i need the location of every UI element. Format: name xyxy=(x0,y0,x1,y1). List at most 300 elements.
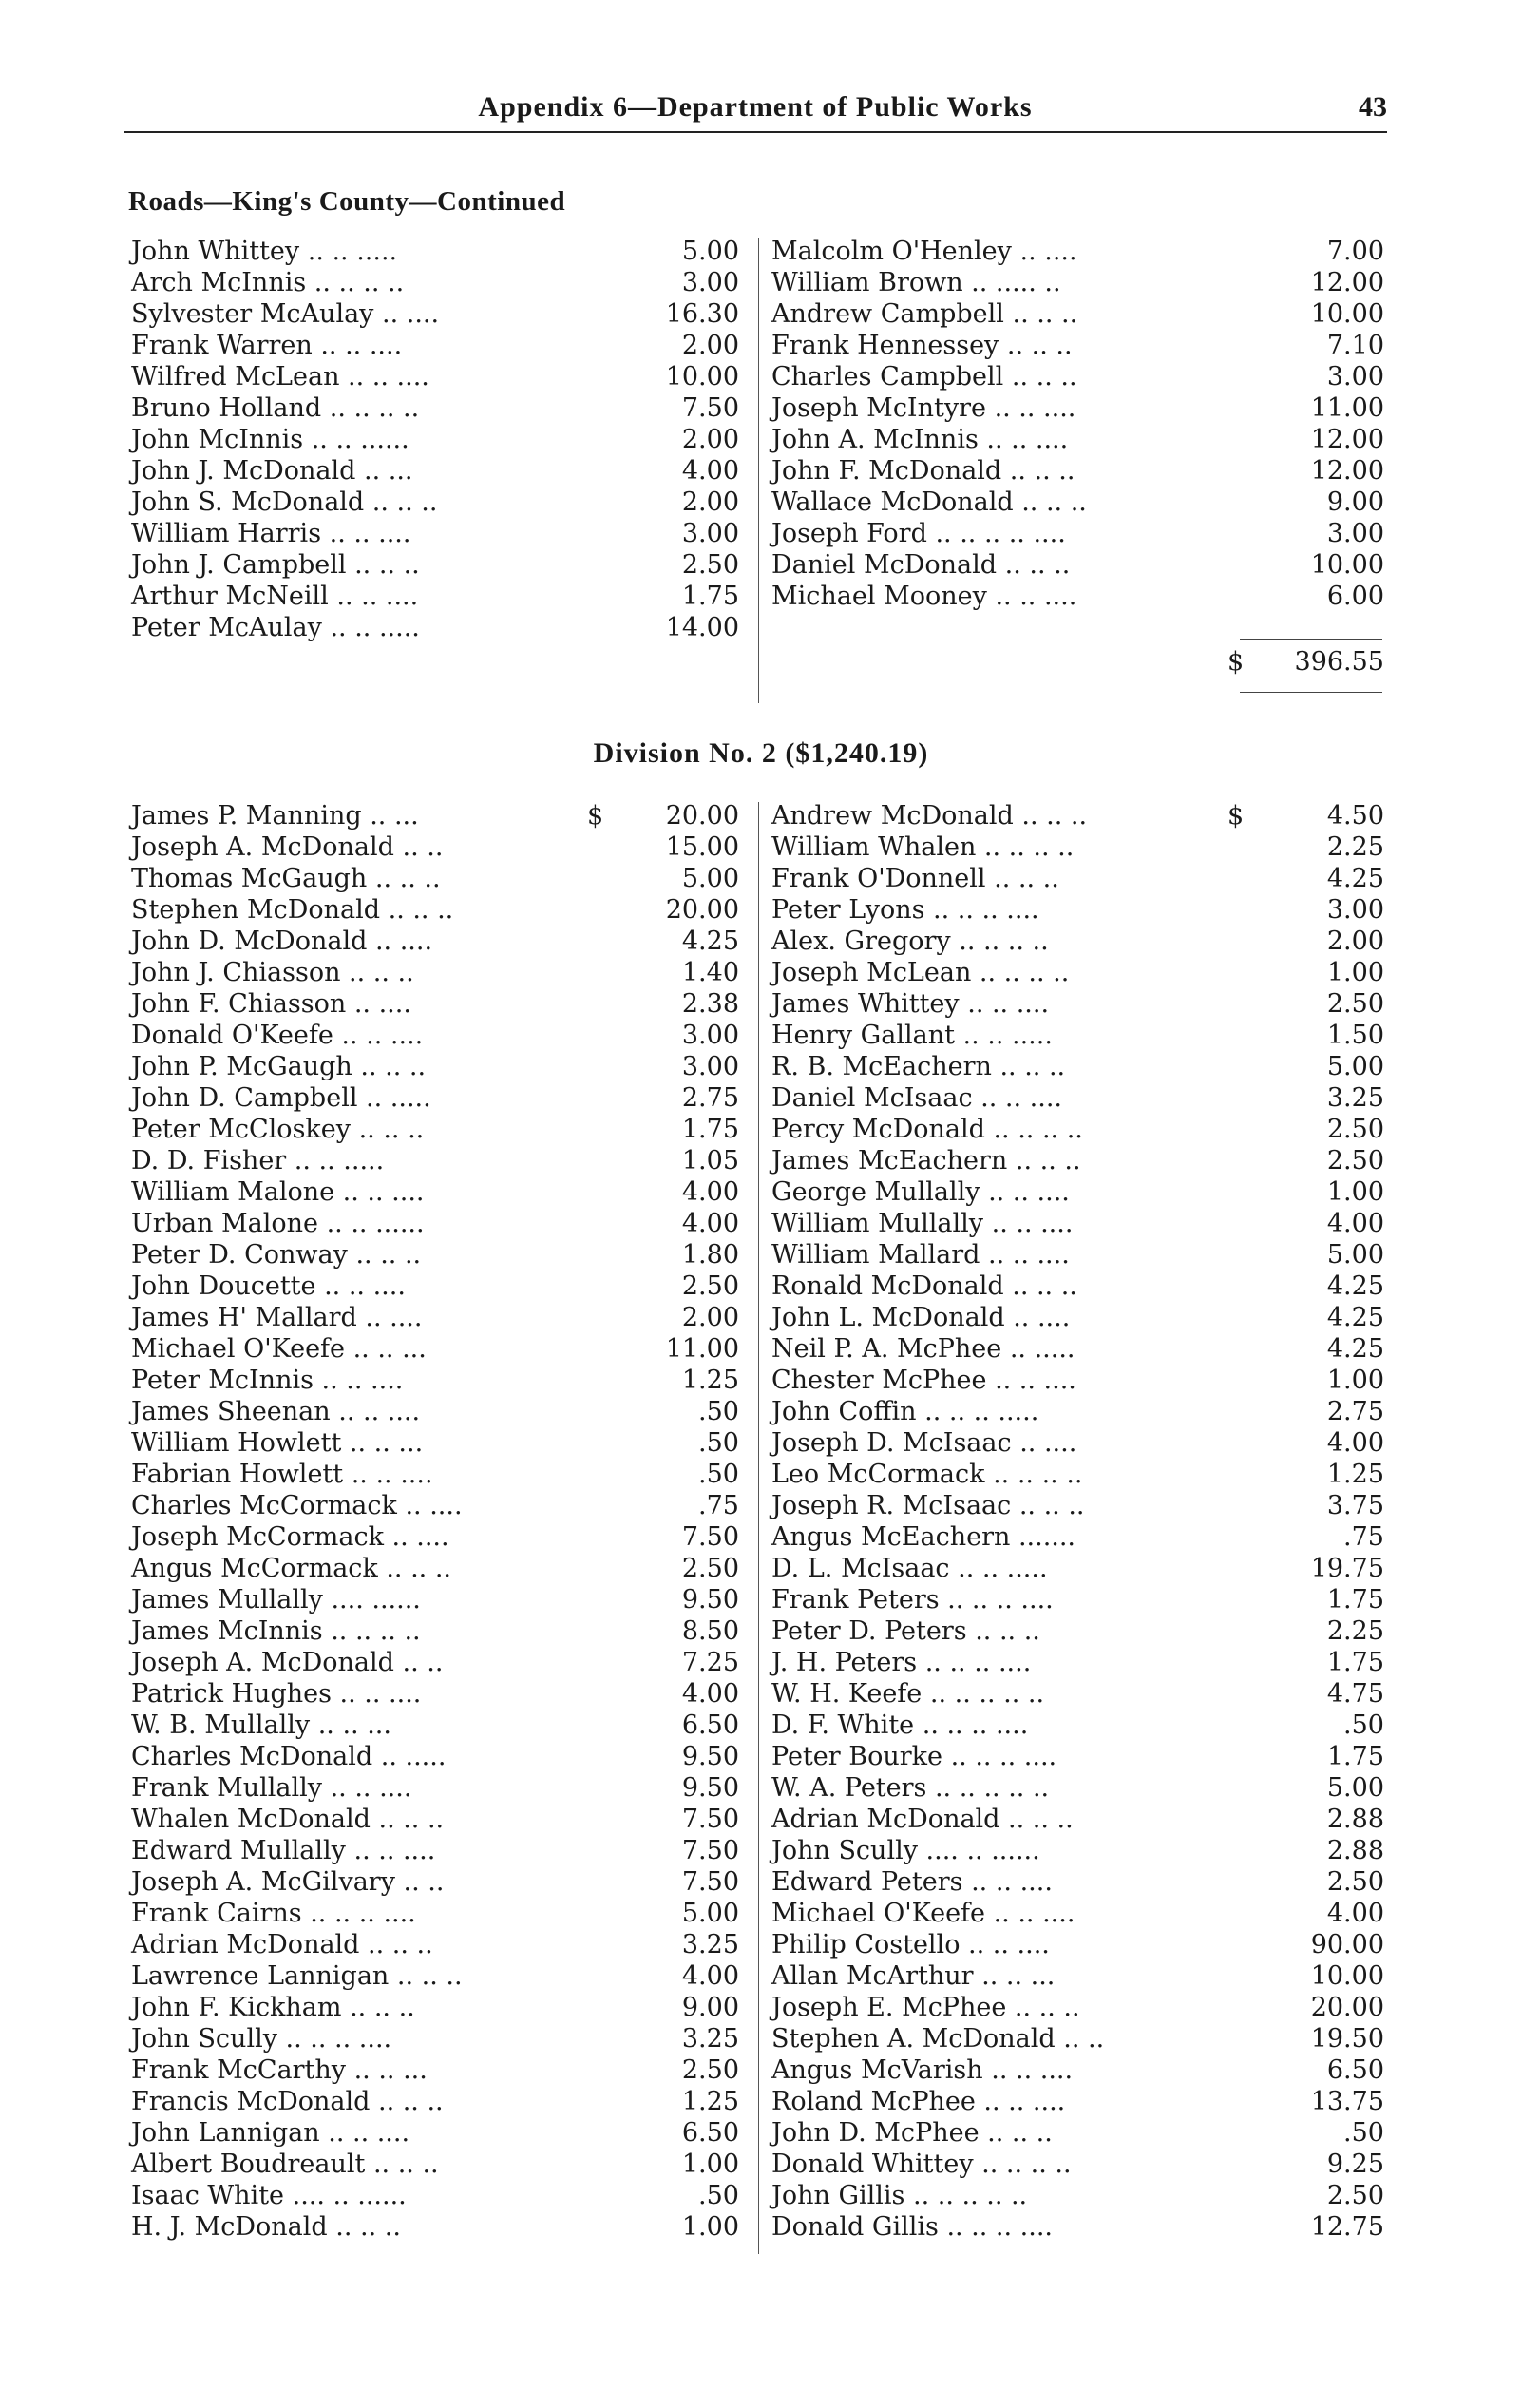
list-item xyxy=(771,1615,1389,1647)
entry-name: William Mullally .. .. .... xyxy=(771,1209,1074,1238)
entry-amount: 4.25 xyxy=(681,927,739,956)
entry-name: George Mullally .. .. .... xyxy=(771,1177,1070,1207)
entry-name: Arthur McNeill .. .. .... xyxy=(131,582,419,611)
entry-name: John Scully .... .. ...... xyxy=(771,1836,1040,1865)
list-item xyxy=(771,1772,1389,1804)
entry-amount: 7.50 xyxy=(681,1805,739,1834)
entry-name: William Harris .. .. .... xyxy=(131,519,411,548)
entry-name: John F. Kickham .. .. .. xyxy=(131,1993,415,2022)
entry-amount: .75 xyxy=(698,1491,739,1520)
entry-amount: 2.88 xyxy=(1326,1805,1384,1834)
list-item xyxy=(131,1960,744,1992)
list-item xyxy=(131,1741,744,1772)
list-item xyxy=(131,800,744,831)
list-item xyxy=(131,518,744,549)
list-item xyxy=(131,361,744,392)
entry-amount: .75 xyxy=(1343,1522,1384,1552)
entry-amount: 15.00 xyxy=(665,832,739,862)
list-item xyxy=(131,1051,744,1082)
entry-name: Peter Lyons .. .. .. .... xyxy=(771,895,1039,925)
entry-amount: 3.25 xyxy=(681,2024,739,2054)
entry-name: Andrew Campbell .. .. .. xyxy=(771,299,1078,329)
list-item xyxy=(771,1114,1389,1145)
entry-name: R. B. McEachern .. .. .. xyxy=(771,1052,1066,1081)
entry-name: Chester McPhee .. .. .... xyxy=(771,1366,1076,1395)
entry-name: Joseph Ford .. .. .. .. .... xyxy=(771,519,1066,548)
division-left-column xyxy=(131,800,744,2243)
entry-amount: 1.25 xyxy=(1326,1460,1384,1489)
entry-name: James McInnis .. .. .. .. xyxy=(131,1616,421,1646)
entry-name: Joseph A. McGilvary .. .. xyxy=(131,1867,445,1897)
list-item xyxy=(771,1521,1389,1553)
list-item xyxy=(771,1020,1389,1051)
entry-name: James Whittey .. .. .... xyxy=(771,989,1050,1019)
entry-name: James Sheenan .. .. .... xyxy=(131,1397,421,1426)
entry-name: Isaac White .... .. ...... xyxy=(131,2181,407,2210)
entry-name: William Whalen .. .. .. .. xyxy=(771,832,1075,862)
entry-name: John D. Campbell .. ..... xyxy=(131,1083,431,1113)
entry-amount: 7.50 xyxy=(681,393,739,423)
list-item xyxy=(131,1114,744,1145)
entry-name: Francis McDonald .. .. .. xyxy=(131,2087,444,2116)
list-item xyxy=(131,455,744,487)
entry-name: Thomas McGaugh .. .. .. xyxy=(131,864,441,893)
entry-amount: .50 xyxy=(698,2181,739,2210)
entry-amount: 7.25 xyxy=(681,1648,739,1677)
list-item xyxy=(131,1647,744,1678)
entry-amount: 9.50 xyxy=(681,1773,739,1803)
list-item xyxy=(771,2180,1389,2211)
entry-amount: 5.00 xyxy=(1326,1052,1384,1081)
list-item xyxy=(771,1239,1389,1271)
entry-amount: 1.75 xyxy=(1326,1648,1384,1677)
entry-amount: 3.25 xyxy=(1326,1083,1384,1113)
entry-name: James H' Mallard .. .... xyxy=(131,1303,423,1332)
list-item xyxy=(771,800,1389,831)
entry-name: William Brown .. ..... .. xyxy=(771,268,1061,297)
entry-amount: 9.00 xyxy=(681,1993,739,2022)
entry-amount: 4.00 xyxy=(681,1679,739,1709)
list-item xyxy=(771,236,1389,267)
entry-amount: 1.40 xyxy=(681,958,739,987)
list-item xyxy=(771,1835,1389,1866)
list-item xyxy=(771,1678,1389,1710)
entry-amount: 6.00 xyxy=(1326,582,1384,611)
entry-name: John D. McPhee .. .. .. xyxy=(771,2118,1053,2148)
entry-amount: 3.75 xyxy=(1326,1491,1384,1520)
list-item xyxy=(131,424,744,455)
list-item xyxy=(771,1271,1389,1302)
list-item xyxy=(771,863,1389,894)
list-item xyxy=(771,392,1389,424)
entry-name: Arch McInnis .. .. .. .. xyxy=(131,268,405,297)
entry-name: Joseph A. McDonald .. .. xyxy=(131,832,444,862)
list-item xyxy=(771,1898,1389,1929)
entry-name: Frank Cairns .. .. .. .... xyxy=(131,1899,416,1928)
list-item xyxy=(771,1365,1389,1396)
entry-name: Edward Mullally .. .. .... xyxy=(131,1836,436,1865)
entry-name: John P. McGaugh .. .. .. xyxy=(131,1052,427,1081)
entry-name: John Scully .. .. .. .... xyxy=(131,2024,392,2054)
entry-amount: 5.00 xyxy=(1326,1773,1384,1803)
entry-name: Joseph R. McIsaac .. .. .. xyxy=(771,1491,1085,1520)
entry-amount: 5.00 xyxy=(681,1899,739,1928)
list-item xyxy=(771,581,1389,612)
dollar-sign: $ xyxy=(1227,801,1245,831)
list-item xyxy=(131,2117,744,2149)
entry-name: Charles McDonald .. ..... xyxy=(131,1742,447,1771)
entry-amount: 4.25 xyxy=(1326,864,1384,893)
entry-name: D. F. White .. .. .. .... xyxy=(771,1710,1029,1740)
entry-name: James McEachern .. .. .. xyxy=(771,1146,1081,1175)
entry-name: J. H. Peters .. .. .. .... xyxy=(771,1648,1032,1677)
entry-name: William Howlett .. .. ... xyxy=(131,1428,424,1458)
entry-amount: .50 xyxy=(698,1428,739,1458)
entry-amount: 19.75 xyxy=(1310,1554,1384,1583)
entry-amount: 5.00 xyxy=(681,237,739,266)
entry-amount: 2.00 xyxy=(681,1303,739,1332)
entry-name: Allan McArthur .. .. ... xyxy=(771,1961,1056,1991)
entry-name: Urban Malone .. .. ...... xyxy=(131,1209,425,1238)
list-item xyxy=(131,487,744,518)
entry-name: Charles Campbell .. .. .. xyxy=(771,362,1077,392)
entry-amount: 2.50 xyxy=(1326,2181,1384,2210)
list-item xyxy=(771,2023,1389,2054)
entry-name: Sylvester McAulay .. .... xyxy=(131,299,440,329)
entry-amount: 2.88 xyxy=(1326,1836,1384,1865)
entry-amount: 90.00 xyxy=(1310,1930,1384,1959)
entry-amount: 10.00 xyxy=(1310,1961,1384,1991)
entry-name: Fabrian Howlett .. .. .... xyxy=(131,1460,433,1489)
entry-amount: 10.00 xyxy=(1310,299,1384,329)
entry-amount: 3.00 xyxy=(1326,519,1384,548)
list-item xyxy=(131,2149,744,2180)
entry-name: John McInnis .. .. ...... xyxy=(131,425,409,454)
list-item xyxy=(771,1647,1389,1678)
list-item xyxy=(131,1145,744,1176)
list-item xyxy=(771,1302,1389,1333)
entry-amount: 1.50 xyxy=(1326,1021,1384,1050)
entry-name: William Malone .. .. .... xyxy=(131,1177,425,1207)
entry-name: Alex. Gregory .. .. .. .. xyxy=(771,927,1049,956)
entry-name: Michael Mooney .. .. .... xyxy=(771,582,1077,611)
list-item xyxy=(771,831,1389,863)
entry-name: Adrian McDonald .. .. .. xyxy=(131,1930,433,1959)
entry-amount: 3.00 xyxy=(1326,895,1384,925)
list-item xyxy=(131,1020,744,1051)
entry-name: H. J. McDonald .. .. .. xyxy=(131,2212,401,2242)
entry-name: John Whittey .. .. ..... xyxy=(131,237,398,266)
list-item xyxy=(131,392,744,424)
entry-name: Peter McAulay .. .. ..... xyxy=(131,613,420,642)
entry-amount: 2.25 xyxy=(1326,832,1384,862)
list-item xyxy=(771,518,1389,549)
list-item xyxy=(131,894,744,926)
list-item xyxy=(131,1333,744,1365)
entry-amount: 1.00 xyxy=(681,2150,739,2179)
entry-amount: 4.50 xyxy=(1326,801,1384,831)
entry-amount: .50 xyxy=(698,1460,739,1489)
entry-amount: 9.00 xyxy=(1326,487,1384,517)
list-item xyxy=(131,1615,744,1647)
entry-name: Angus McEachern ....... xyxy=(771,1522,1076,1552)
list-item xyxy=(131,2086,744,2117)
entry-name: Whalen McDonald .. .. .. xyxy=(131,1805,445,1834)
list-item xyxy=(771,1929,1389,1960)
entry-name: Patrick Hughes .. .. .... xyxy=(131,1679,422,1709)
entry-amount: 7.50 xyxy=(681,1867,739,1897)
entry-amount: 1.75 xyxy=(681,1115,739,1144)
entry-amount: 20.00 xyxy=(665,895,739,925)
entry-amount: 10.00 xyxy=(665,362,739,392)
entry-name: Joseph McIntyre .. .. .... xyxy=(771,393,1076,423)
entry-name: Michael O'Keefe .. .. .... xyxy=(771,1899,1075,1928)
entry-amount: 9.50 xyxy=(681,1742,739,1771)
division-right-column xyxy=(771,800,1389,2243)
list-item xyxy=(771,361,1389,392)
entry-name: W. A. Peters .. .. .. .. .. xyxy=(771,1773,1050,1803)
entry-name: Donald Gillis .. .. .. .... xyxy=(771,2212,1054,2242)
entry-amount: 12.00 xyxy=(1310,456,1384,486)
entry-name: Frank Peters .. .. .. .... xyxy=(771,1585,1054,1615)
entry-name: Frank Warren .. .. .... xyxy=(131,331,403,360)
entry-amount: 4.00 xyxy=(681,456,739,486)
entry-amount: 1.00 xyxy=(1326,958,1384,987)
entry-amount: 11.00 xyxy=(1310,393,1384,423)
list-item xyxy=(131,1992,744,2023)
entry-amount: 3.00 xyxy=(681,268,739,297)
list-item xyxy=(131,1082,744,1114)
list-item xyxy=(131,988,744,1020)
entry-amount: .50 xyxy=(1343,2118,1384,2148)
entry-name: Joseph McLean .. .. .. .. xyxy=(771,958,1070,987)
list-item xyxy=(131,1553,744,1584)
entry-name: Donald Whittey .. .. .. .. xyxy=(771,2150,1072,2179)
entry-name: Roland McPhee .. .. .... xyxy=(771,2087,1066,2116)
list-item xyxy=(771,1584,1389,1615)
list-item xyxy=(771,1866,1389,1898)
entry-amount: 9.25 xyxy=(1326,2150,1384,2179)
roads-right-column xyxy=(771,236,1389,612)
entry-amount: 4.00 xyxy=(1326,1899,1384,1928)
entry-name: Donald O'Keefe .. .. .... xyxy=(131,1021,424,1050)
list-item xyxy=(131,1772,744,1804)
list-item xyxy=(771,1741,1389,1772)
entry-amount: 2.50 xyxy=(1326,1867,1384,1897)
list-item xyxy=(771,424,1389,455)
entry-name: Daniel McIsaac .. .. .... xyxy=(771,1083,1062,1113)
entry-name: Philip Costello .. .. .... xyxy=(771,1930,1050,1959)
entry-amount: 19.50 xyxy=(1310,2024,1384,2054)
entry-amount: 1.25 xyxy=(681,2087,739,2116)
list-item xyxy=(131,1302,744,1333)
list-item xyxy=(131,1365,744,1396)
entry-amount: 10.00 xyxy=(1310,550,1384,580)
dollar-sign: $ xyxy=(587,801,604,831)
entry-amount: 4.25 xyxy=(1326,1271,1384,1301)
entry-name: Andrew McDonald .. .. .. xyxy=(771,801,1088,831)
entry-amount: 4.25 xyxy=(1326,1303,1384,1332)
entry-amount: 1.80 xyxy=(681,1240,739,1270)
entry-amount: 2.38 xyxy=(681,989,739,1019)
list-item xyxy=(131,1804,744,1835)
list-item xyxy=(131,1835,744,1866)
entry-amount: 7.50 xyxy=(681,1522,739,1552)
total-rule xyxy=(1240,639,1382,640)
entry-amount: .50 xyxy=(698,1397,739,1426)
entry-amount: 7.50 xyxy=(681,1836,739,1865)
list-item xyxy=(771,1710,1389,1741)
total-amount: 396.55 xyxy=(1294,647,1384,677)
entry-name: Edward Peters .. .. .... xyxy=(771,1867,1053,1897)
entry-name: Frank McCarthy .. .. ... xyxy=(131,2055,428,2085)
entry-amount: 12.00 xyxy=(1310,268,1384,297)
entry-amount: 2.50 xyxy=(1326,1146,1384,1175)
entry-amount: 2.50 xyxy=(681,550,739,580)
list-item xyxy=(771,1396,1389,1427)
entry-name: Wilfred McLean .. .. .... xyxy=(131,362,429,392)
list-item xyxy=(771,926,1389,957)
entry-name: James P. Manning .. ... xyxy=(131,801,419,831)
list-item xyxy=(131,2180,744,2211)
entry-name: James Mullally .... ...... xyxy=(131,1585,421,1615)
entry-name: Peter D. Peters .. .. .. xyxy=(771,1616,1040,1646)
entry-name: John F. McDonald .. .. .. xyxy=(771,456,1075,486)
list-item xyxy=(131,2023,744,2054)
entry-name: John J. Campbell .. .. .. xyxy=(131,550,420,580)
entry-amount: 1.75 xyxy=(1326,1585,1384,1615)
entry-name: Joseph D. McIsaac .. .... xyxy=(771,1428,1077,1458)
entry-amount: 2.50 xyxy=(1326,1115,1384,1144)
list-item xyxy=(131,330,744,361)
list-item xyxy=(771,894,1389,926)
section-heading: Roads—King's County—Continued xyxy=(128,186,566,217)
entry-name: Ronald McDonald .. .. .. xyxy=(771,1271,1077,1301)
entry-amount: 2.00 xyxy=(681,487,739,517)
roads-left-column xyxy=(131,236,744,643)
entry-name: W. B. Mullally .. .. ... xyxy=(131,1710,391,1740)
list-item xyxy=(771,1145,1389,1176)
column-divider xyxy=(758,802,759,2254)
list-item xyxy=(771,1804,1389,1835)
list-item xyxy=(771,957,1389,988)
entry-amount: 6.50 xyxy=(681,2118,739,2148)
entry-amount: 1.25 xyxy=(681,1366,739,1395)
entry-amount: 12.75 xyxy=(1310,2212,1384,2242)
entry-name: Peter D. Conway .. .. .. xyxy=(131,1240,422,1270)
roads-total xyxy=(1227,646,1384,678)
entry-name: Leo McCormack .. .. .. .. xyxy=(771,1460,1083,1489)
entry-name: D. D. Fisher .. .. ..... xyxy=(131,1146,385,1175)
list-item xyxy=(131,1459,744,1490)
list-item xyxy=(771,455,1389,487)
entry-name: John J. McDonald .. ... xyxy=(131,456,413,486)
list-item xyxy=(131,1176,744,1208)
entry-name: Neil P. A. McPhee .. ..... xyxy=(771,1334,1075,1364)
list-item xyxy=(131,549,744,581)
entry-name: John Gillis .. .. .. .. .. xyxy=(771,2181,1028,2210)
entry-name: Peter Bourke .. .. .. .... xyxy=(771,1742,1057,1771)
entry-amount: 1.75 xyxy=(681,582,739,611)
entry-name: Wallace McDonald .. .. .. xyxy=(771,487,1087,517)
list-item xyxy=(771,1051,1389,1082)
list-item xyxy=(771,1208,1389,1239)
list-item xyxy=(131,1929,744,1960)
entry-amount: 5.00 xyxy=(681,864,739,893)
entry-amount: 13.75 xyxy=(1310,2087,1384,2116)
entry-amount: 20.00 xyxy=(665,801,739,831)
list-item xyxy=(131,267,744,298)
list-item xyxy=(131,1898,744,1929)
entry-amount: 1.00 xyxy=(681,2212,739,2242)
entry-amount: 2.00 xyxy=(681,425,739,454)
entry-amount: 14.00 xyxy=(665,613,739,642)
list-item xyxy=(131,581,744,612)
entry-amount: 4.00 xyxy=(1326,1428,1384,1458)
list-item xyxy=(131,1427,744,1459)
list-item xyxy=(131,1271,744,1302)
entry-amount: 5.00 xyxy=(1326,1240,1384,1270)
entry-amount: 1.00 xyxy=(1326,1177,1384,1207)
entry-amount: 3.00 xyxy=(681,1021,739,1050)
entry-name: Malcolm O'Henley .. .... xyxy=(771,237,1077,266)
entry-amount: 4.00 xyxy=(681,1209,739,1238)
entry-name: Henry Gallant .. .. ..... xyxy=(771,1021,1053,1050)
entry-name: John D. McDonald .. .... xyxy=(131,927,433,956)
entry-amount: 9.50 xyxy=(681,1585,739,1615)
total-dollar-sign: $ xyxy=(1227,647,1245,677)
list-item xyxy=(771,1553,1389,1584)
entry-amount: 6.50 xyxy=(681,1710,739,1740)
entry-amount: 7.00 xyxy=(1326,237,1384,266)
page-title: Appendix 6—Department of Public Works xyxy=(478,91,1033,123)
entry-name: Bruno Holland .. .. .. .. xyxy=(131,393,420,423)
entry-amount: 11.00 xyxy=(665,1334,739,1364)
list-item xyxy=(771,1176,1389,1208)
list-item xyxy=(771,2211,1389,2243)
entry-name: Peter McInnis .. .. .... xyxy=(131,1366,404,1395)
list-item xyxy=(131,1866,744,1898)
entry-amount: 2.50 xyxy=(681,1271,739,1301)
entry-amount: 3.00 xyxy=(1326,362,1384,392)
list-item xyxy=(771,1992,1389,2023)
list-item xyxy=(131,1584,744,1615)
entry-name: John J. Chiasson .. .. .. xyxy=(131,958,414,987)
entry-name: Stephen McDonald .. .. .. xyxy=(131,895,454,925)
entry-amount: 2.00 xyxy=(1326,927,1384,956)
list-item xyxy=(771,988,1389,1020)
entry-name: John Coffin .. .. .. ..... xyxy=(771,1397,1039,1426)
entry-name: Michael O'Keefe .. .. ... xyxy=(131,1334,427,1364)
list-item xyxy=(131,298,744,330)
entry-amount: 4.75 xyxy=(1326,1679,1384,1709)
entry-name: Frank O'Donnell .. .. .. xyxy=(771,864,1059,893)
list-item xyxy=(131,236,744,267)
entry-name: Albert Boudreault .. .. .. xyxy=(131,2150,439,2179)
entry-name: Peter McCloskey .. .. .. xyxy=(131,1115,425,1144)
entry-amount: 6.50 xyxy=(1326,2055,1384,2085)
list-item xyxy=(771,2149,1389,2180)
entry-name: John F. Chiasson .. .... xyxy=(131,989,411,1019)
entry-amount: 1.00 xyxy=(1326,1366,1384,1395)
entry-name: Angus McCormack .. .. .. xyxy=(131,1554,452,1583)
column-divider xyxy=(758,238,759,703)
list-item xyxy=(131,1208,744,1239)
list-item xyxy=(131,1678,744,1710)
entry-name: D. L. McIsaac .. .. ..... xyxy=(771,1554,1048,1583)
list-item xyxy=(131,612,744,643)
list-item xyxy=(771,298,1389,330)
